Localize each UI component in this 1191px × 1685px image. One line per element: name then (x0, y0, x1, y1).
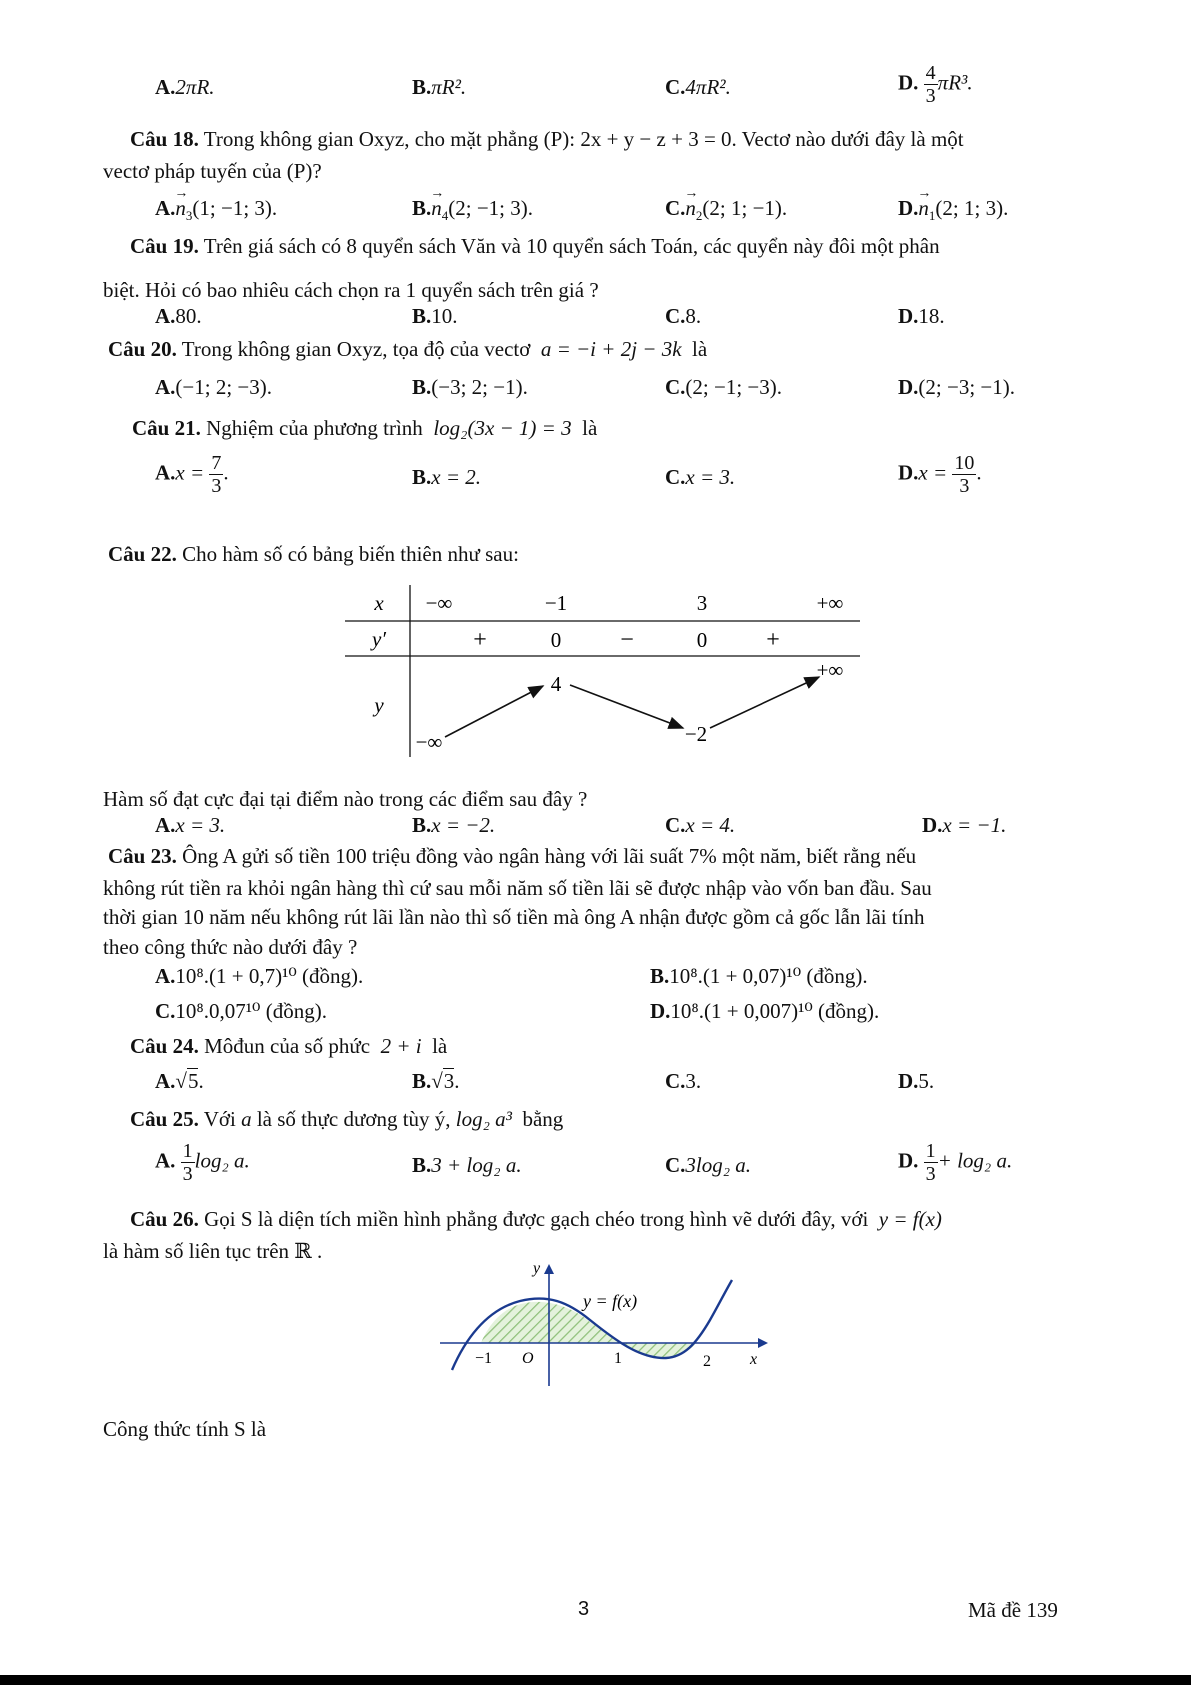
table-x-value: 3 (696, 591, 708, 615)
q19-option-b[interactable]: B.10. (412, 304, 458, 328)
exam-code: Mã đề 139 (968, 1598, 1058, 1622)
q22-option-a[interactable]: A.x = 3. (155, 813, 226, 837)
q21-option-d[interactable]: D.x = $\frac{10}{3}$ . (898, 452, 982, 497)
tick-label: 2 (703, 1353, 711, 1370)
table-x-value: −1 (544, 591, 568, 615)
q18-option-b[interactable]: $B.\to n_4(2$; −1; 3). (412, 195, 533, 229)
q21-option-a[interactable]: A.x = $\frac{7}{3}$ . (155, 452, 229, 497)
fraction: $\frac{7}{3}$ (211, 452, 222, 497)
fraction: $\frac{1}{3}$ (925, 1140, 936, 1185)
q20-option-c[interactable]: C.(2; −1; −3). (665, 375, 783, 399)
q25-option-a[interactable]: A. $\frac{1}{3}$ log₂ a. (155, 1140, 250, 1185)
q18-stem-line1: Câu 18. Trong không gian Oxyz, cho mặt phẳng (P): 2x + y − z + 3 = 0. Vectơ nào dưới đây là một (130, 127, 964, 151)
q25-option-c[interactable]: C.3log₂ a. (665, 1153, 752, 1177)
q23-stem-line3: thời gian 10 năm nếu không rút lãi lần nào thì số tiền mà ông A nhận được gồm cả gốc lẫn lãi tính (103, 905, 925, 929)
table-sign: + (473, 627, 487, 653)
axis-y-label: y (533, 1262, 541, 1277)
origin-label: O (522, 1350, 534, 1367)
table-y-value: +∞ (816, 658, 844, 682)
q21-option-b[interactable]: B.x = 2. (412, 465, 482, 489)
q19-option-d[interactable]: D.18. (898, 304, 945, 328)
q24-option-c[interactable]: C.3. (665, 1069, 702, 1093)
q26-stem-line1: Câu 26. Gọi S là diện tích miền hình phẳng được gạch chéo trong hình vẽ dưới đây, với y = f(x) (130, 1207, 942, 1231)
table-y-value: −∞ (415, 730, 443, 754)
table-row-y: y (374, 693, 384, 717)
q24-option-d[interactable]: D.5. (898, 1069, 935, 1093)
q26-stem-line2: là hàm số liên tục trên ℝ . (103, 1239, 323, 1263)
table-sign: − (620, 627, 634, 653)
q18-option-c[interactable]: $C.\to n_2(2$; 1; −1). (665, 195, 787, 229)
q24-option-b[interactable]: B.√3. (412, 1069, 460, 1093)
fraction: $\frac{4}{3}$ (925, 62, 936, 107)
tick-label: 1 (614, 1350, 622, 1367)
table-sign: + (766, 627, 780, 653)
q20-option-b[interactable]: B.(−3; 2; −1). (412, 375, 528, 399)
q25-option-d[interactable]: D. $\frac{1}{3}$ + log₂ a. (898, 1140, 1013, 1185)
table-row-x: x (374, 591, 384, 615)
function-graph (440, 1262, 770, 1387)
q22-option-d[interactable]: D.x = −1. (922, 813, 1007, 837)
table-y-value: −2 (684, 722, 708, 746)
q19-option-c[interactable]: C.8. (665, 304, 702, 328)
q23-option-d[interactable]: D.10⁸.(1 + 0,007)¹⁰ (đồng). (650, 999, 880, 1023)
bottom-edge (0, 1675, 1191, 1685)
q23-option-c[interactable]: C.10⁸.0,07¹⁰ (đồng). (155, 999, 327, 1023)
q24-option-a[interactable]: A.√5. (155, 1069, 204, 1093)
q18-stem-line2: vectơ pháp tuyến của (P)? (103, 159, 322, 183)
q22-option-c[interactable]: C.x = 4. (665, 813, 736, 837)
q23-stem-line2: không rút tiền ra khỏi ngân hàng thì cứ sau mỗi năm số tiền lãi sẽ được nhập vào vốn ban đầu. Sau (103, 876, 932, 900)
increase-arrow (710, 677, 819, 728)
q20-stem: Câu 20. Trong không gian Oxyz, tọa độ của vectơ a = −i + 2j − 3k là (108, 337, 708, 361)
q19-stem-line2: biệt. Hỏi có bao nhiêu cách chọn ra 1 quyển sách trên giá ? (103, 278, 599, 302)
q23-option-a[interactable]: A.10⁸.(1 + 0,7)¹⁰ (đồng). (155, 964, 364, 988)
increase-arrow (445, 686, 543, 737)
q18-option-a[interactable]: $A.\to n_3(1$; −1; 3). (155, 195, 277, 229)
page-number: 3 (578, 1598, 590, 1620)
table-x-value: −∞ (425, 591, 453, 615)
q25-stem: Câu 25. Với a là số thực dương tùy ý, log₂ a³ bằng (130, 1107, 564, 1131)
tick-label: −1 (475, 1350, 493, 1367)
table-x-value: +∞ (816, 591, 844, 615)
vector-expression: a = −i + 2j − 3k (540, 337, 682, 361)
q23-stem-line4: theo công thức nào dưới đây ? (103, 935, 358, 959)
q22-question: Hàm số đạt cực đại tại điểm nào trong các điểm sau đây ? (103, 787, 588, 811)
q20-option-d[interactable]: D.(2; −3; −1). (898, 375, 1016, 399)
axis-x-label: x (750, 1351, 758, 1368)
fraction: $\frac{1}{3}$ (182, 1140, 193, 1185)
q20-option-a[interactable]: A.(−1; 2; −3). (155, 375, 273, 399)
q22-stem: Câu 22. Cho hàm số có bảng biến thiên như sau: (108, 542, 519, 566)
fraction: $\frac{10}{3}$ (954, 452, 975, 497)
q25-option-b[interactable]: B.3 + log₂ a. (412, 1153, 522, 1177)
q19-stem-line1: Câu 19. Trên giá sách có 8 quyển sách Văn và 10 quyển sách Toán, các quyển này đôi một phân (130, 234, 940, 258)
q22-option-b[interactable]: B.x = −2. (412, 813, 496, 837)
q17-option-b[interactable]: B.πR². (412, 75, 467, 99)
q18-option-d[interactable]: $D.\to n_1(2$; 1; 3). (898, 195, 1008, 229)
table-row-y-prime: y′ (372, 627, 386, 651)
table-y-value: 4 (550, 672, 562, 696)
variation-table (345, 585, 860, 760)
q24-stem: Câu 24. Môđun của số phức 2 + i là (130, 1034, 448, 1058)
q23-stem-line1: Câu 23. Ông A gửi số tiền 100 triệu đồng vào ngân hàng với lãi suất 7% một năm, biết rằng nếu (108, 844, 917, 868)
table-sign: 0 (696, 628, 708, 652)
q21-option-c[interactable]: C.x = 3. (665, 465, 736, 489)
decrease-arrow (570, 685, 683, 728)
curve-label: y = f(x) (583, 1291, 638, 1311)
q19-option-a[interactable]: A.80. (155, 304, 202, 328)
q17-option-c[interactable]: C.4πR². (665, 75, 731, 99)
q26-formula-line: Công thức tính S là (103, 1417, 267, 1441)
q17-option-a[interactable]: A.2πR. (155, 75, 215, 99)
q21-stem: Câu 21. Nghiệm của phương trình log₂(3x − 1) = 3 là (132, 416, 598, 440)
q23-option-b[interactable]: B.10⁸.(1 + 0,07)¹⁰ (đồng). (650, 964, 868, 988)
q17-option-d[interactable]: D. $\frac{4}{3}$ πR³. (898, 62, 973, 107)
table-sign: 0 (550, 628, 562, 652)
